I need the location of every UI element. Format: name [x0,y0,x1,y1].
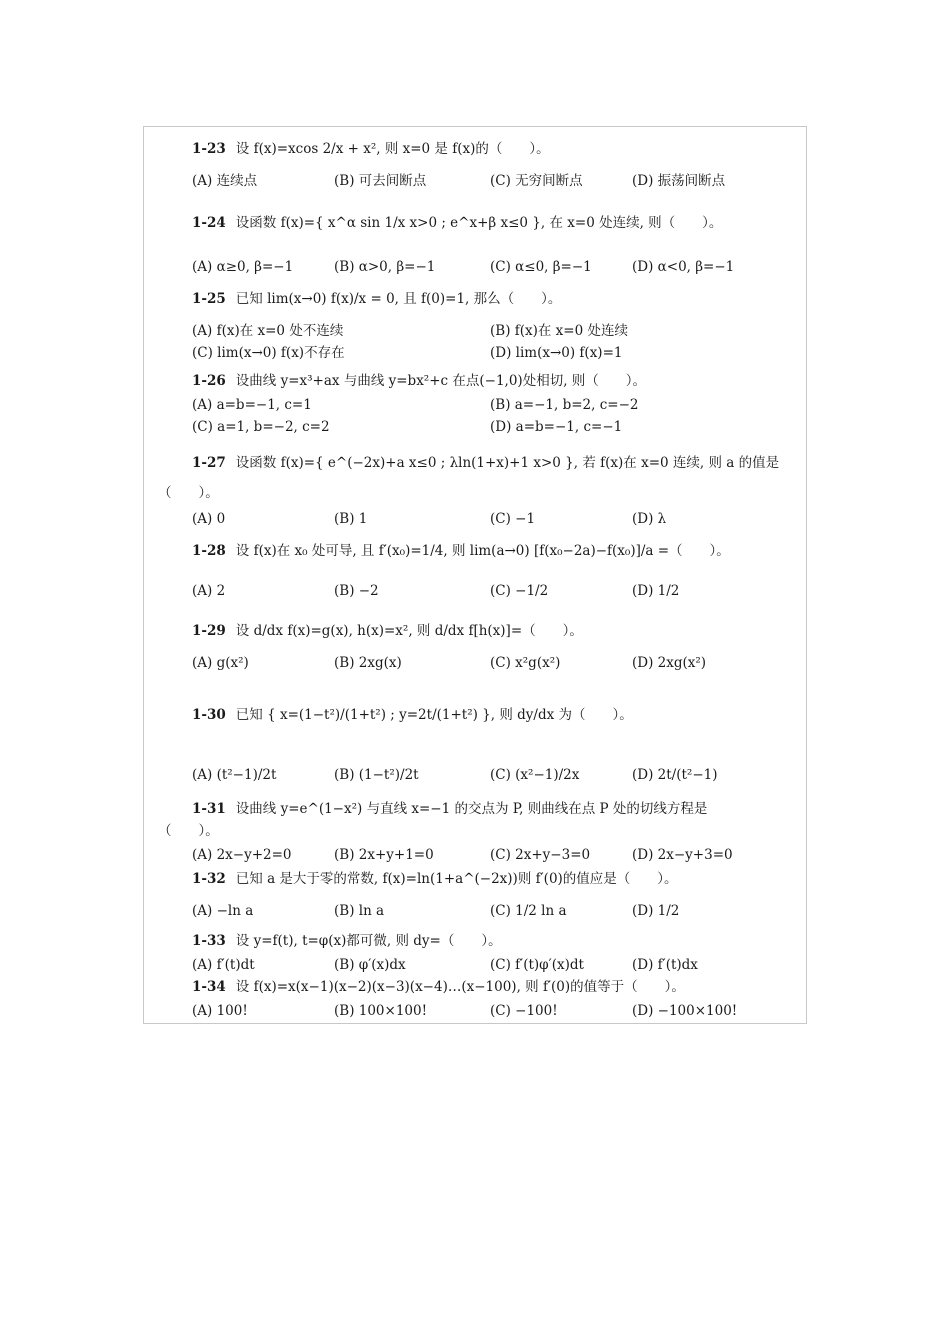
option-a: (A) 2x−y+2=0 [192,847,292,863]
option-a: (A) 连续点 [192,173,258,189]
option-c: (C) lim(x→0) f(x)不存在 [192,345,345,361]
option-d: (D) lim(x→0) f(x)=1 [490,345,623,361]
option-c: (C) (x²−1)/2x [490,767,580,783]
question-1-23: 1-23 设 f(x)=xcos 2/x + x², 则 x=0 是 f(x)的（ ）。 [192,141,550,157]
option-c: (C) −100! [490,1003,558,1019]
option-a: (A) 100! [192,1003,248,1019]
option-b: (B) 2x+y+1=0 [334,847,434,863]
option-d: (D) 1/2 [632,903,680,919]
option-a: (A) −ln a [192,903,254,919]
option-b: (B) 2xg(x) [334,655,402,671]
option-a: (A) a=b=−1, c=1 [192,397,312,413]
option-d: (D) 2x−y+3=0 [632,847,733,863]
scanned-exercise-sheet [143,126,807,1024]
question-1-25: 1-25 已知 lim(x→0) f(x)/x = 0, 且 f(0)=1, 那么（ ）。 [192,291,562,307]
option-c: (C) 1/2 ln a [490,903,567,919]
option-a: (A) α≥0, β=−1 [192,259,294,275]
question-1-29: 1-29 设 d/dx f(x)=g(x), h(x)=x², 则 d/dx f[h(x)]=（ ）。 [192,623,583,639]
option-b: (B) 1 [334,511,368,527]
option-c: (C) a=1, b=−2, c=2 [192,419,330,435]
option-c: (C) −1/2 [490,583,549,599]
question-1-34: 1-34 设 f(x)=x(x−1)(x−2)(x−3)(x−4)…(x−100), 则 f′(0)的值等于（ ）。 [192,979,685,995]
option-d: (D) 振荡间断点 [632,173,726,189]
option-b: (B) 可去间断点 [334,173,427,189]
option-b: (B) a=−1, b=2, c=−2 [490,397,639,413]
option-d: (D) λ [632,511,667,527]
option-d: (D) −100×100! [632,1003,738,1019]
question-1-24: 1-24 设函数 f(x)={ x^α sin 1/x x>0 ; e^x+β x≤0 }, 在 x=0 处连续, 则（ ）。 [192,215,723,231]
option-a: (A) 2 [192,583,226,599]
option-b: (B) φ′(x)dx [334,957,406,973]
question-1-28: 1-28 设 f(x)在 x₀ 处可导, 且 f′(x₀)=1/4, 则 lim(a→0) [f(x₀−2a)−f(x₀)]/a =（ ）。 [192,543,730,559]
question-1-26: 1-26 设曲线 y=x³+ax 与曲线 y=bx²+c 在点(−1,0)处相切, 则（ ）。 [192,373,647,389]
option-c: (C) 2x+y−3=0 [490,847,591,863]
option-a: (A) g(x²) [192,655,249,671]
option-d: (D) α<0, β=−1 [632,259,735,275]
option-b: (B) (1−t²)/2t [334,767,419,783]
option-b: (B) 100×100! [334,1003,428,1019]
option-d: (D) 2t/(t²−1) [632,767,718,783]
option-c: (C) f′(t)φ′(x)dt [490,957,584,973]
option-b: (B) f(x)在 x=0 处连续 [490,323,628,339]
option-c: (C) −1 [490,511,536,527]
question-1-32: 1-32 已知 a 是大于零的常数, f(x)=ln(1+a^(−2x))则 f′(0)的值应是（ ）。 [192,871,678,887]
option-d: (D) 1/2 [632,583,680,599]
option-c: (C) 无穷间断点 [490,173,583,189]
option-a: (A) (t²−1)/2t [192,767,277,783]
question-continuation: （ ）。 [158,485,219,501]
option-b: (B) α>0, β=−1 [334,259,436,275]
option-b: (B) ln a [334,903,385,919]
option-d: (D) f′(t)dx [632,957,698,973]
option-a: (A) f(x)在 x=0 处不连续 [192,323,344,339]
option-d: (D) a=b=−1, c=−1 [490,419,623,435]
question-1-30: 1-30 已知 { x=(1−t²)/(1+t²) ; y=2t/(1+t²) }, 则 dy/dx 为（ ）。 [192,707,633,723]
option-b: (B) −2 [334,583,379,599]
option-c: (C) x²g(x²) [490,655,561,671]
question-continuation: （ ）。 [158,823,219,839]
question-1-31: 1-31 设曲线 y=e^(1−x²) 与直线 x=−1 的交点为 P, 则曲线在点 P 处的切线方程是 [192,801,708,817]
question-1-33: 1-33 设 y=f(t), t=φ(x)都可微, 则 dy=（ ）。 [192,933,502,949]
option-d: (D) 2xg(x²) [632,655,707,671]
question-1-27: 1-27 设函数 f(x)={ e^(−2x)+a x≤0 ; λln(1+x)+1 x>0 }, 若 f(x)在 x=0 连续, 则 a 的值是 [192,455,780,471]
option-c: (C) α≤0, β=−1 [490,259,592,275]
option-a: (A) f′(t)dt [192,957,255,973]
option-a: (A) 0 [192,511,226,527]
